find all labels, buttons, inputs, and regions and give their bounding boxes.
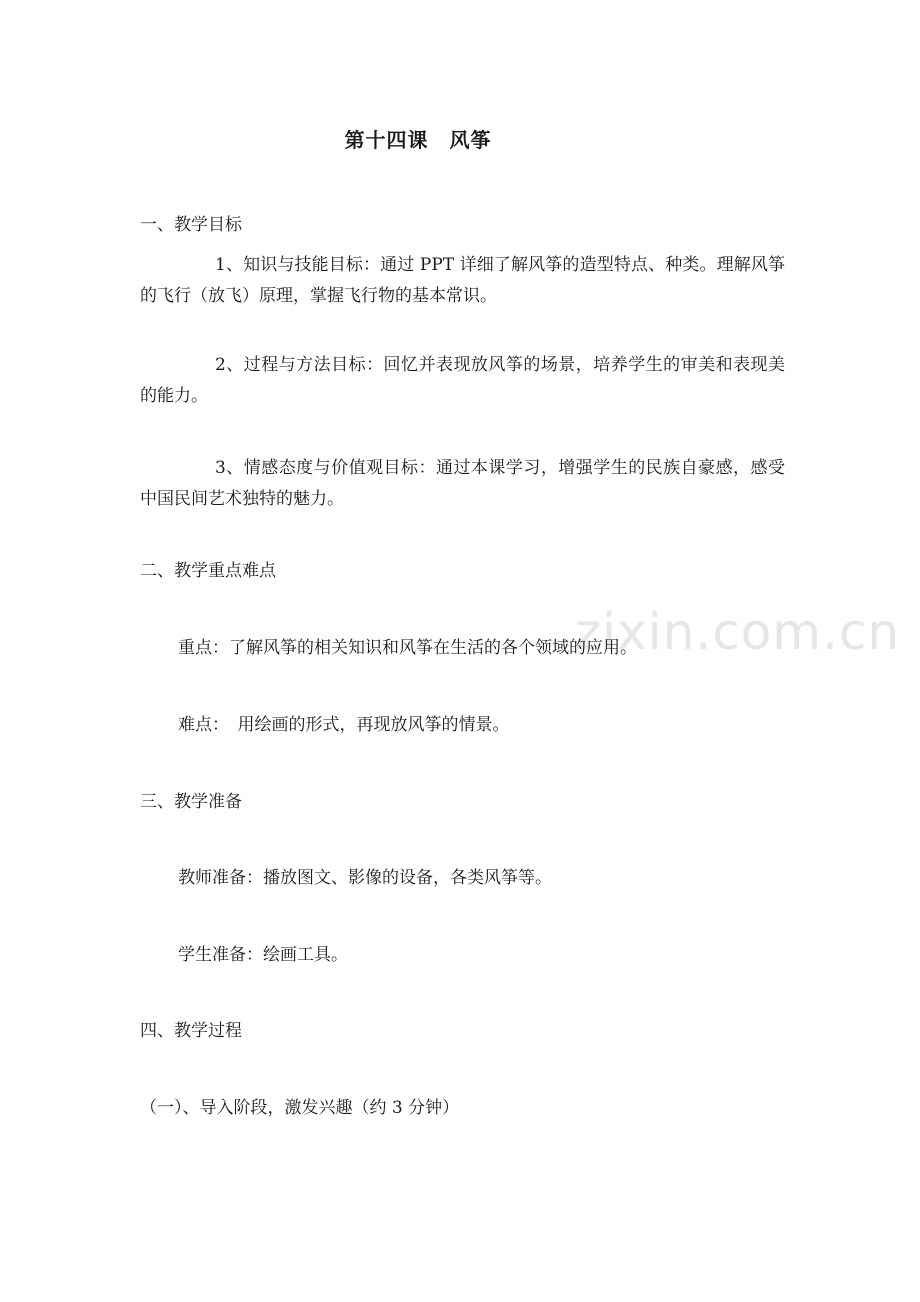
difficult-point: 难点： 用绘画的形式，再现放风筝的情景。 [178,715,510,735]
objective-emotion: 3、情感态度与价值观目标：通过本课学习，增强学生的民族自豪感，感受中国民间艺术独特的魅力。 [140,458,785,509]
section-heading-objectives: 一、教学目标 [140,215,242,235]
section-heading-preparation: 三、教学准备 [140,792,242,812]
watermark: zixin.com.cn [575,603,901,661]
student-preparation: 学生准备：绘画工具。 [178,945,348,965]
section-heading-key-points: 二、教学重点难点 [140,561,276,581]
process-step-intro: （一）、导入阶段，激发兴趣（约 3 分钟） [140,1098,460,1118]
page-title: 第十四课 风筝 [344,128,492,152]
objective-process: 2、过程与方法目标：回忆并表现放风筝的场景，培养学生的审美和表现美的能力。 [140,355,785,406]
section-heading-process: 四、教学过程 [140,1021,242,1041]
objective-knowledge: 1、知识与技能目标：通过 PPT 详细了解风筝的造型特点、种类。理解风筝的飞行（放飞）原理，掌握飞行物的基本常识。 [140,255,785,306]
key-point: 重点：了解风筝的相关知识和风筝在生活的各个领域的应用。 [178,638,637,658]
teacher-preparation: 教师准备：播放图文、影像的设备，各类风筝等。 [178,868,552,888]
